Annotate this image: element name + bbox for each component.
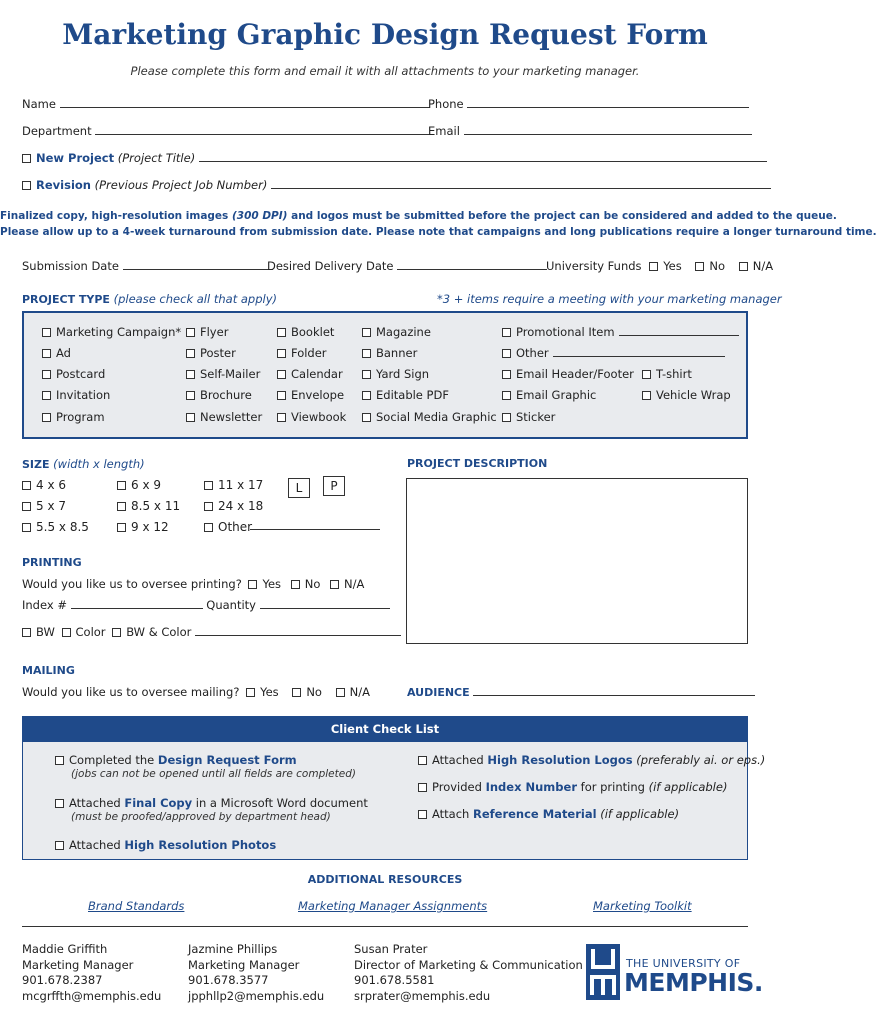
notice-line-2: Please allow up to a 4-week turnaround from submission date. Please note that campaigns and long publications require a longer turnaround time. <box>0 226 877 238</box>
checklist-item2-bold: Final Copy <box>124 796 193 810</box>
notice-dpi: (300 DPI) <box>231 210 288 222</box>
checklist-item-logos <box>418 753 765 767</box>
project-type-option <box>277 325 334 339</box>
name-row <box>22 97 430 111</box>
project-type-checkbox[interactable] <box>502 370 511 379</box>
revision-row <box>22 178 771 192</box>
color-label: Color <box>75 625 106 639</box>
project-type-option-label: Viewbook <box>291 410 347 424</box>
contact-name: Jazmine Phillips <box>188 942 278 956</box>
project-type-option <box>186 325 228 339</box>
project-type-checkbox[interactable] <box>186 370 195 379</box>
checklist-item-index <box>418 780 727 794</box>
submission-date-label: Submission Date <box>22 259 119 273</box>
funds-no-checkbox[interactable] <box>695 262 704 271</box>
checklist-item6-note: (if applicable) <box>596 807 680 821</box>
size-option <box>204 520 252 534</box>
brand-standards-link[interactable]: Brand Standards <box>88 899 185 913</box>
mailing-no-checkbox[interactable] <box>292 688 301 697</box>
size-option <box>204 499 263 513</box>
checklist-item4-note: (preferably ai. or eps.) <box>632 753 766 767</box>
size-option-label: 5 x 7 <box>36 499 66 513</box>
contact-phone: 901.678.2387 <box>22 973 103 987</box>
project-type-checkbox[interactable] <box>362 328 371 337</box>
delivery-date-label: Desired Delivery Date <box>267 259 394 273</box>
printing-yes-checkbox[interactable] <box>248 580 257 589</box>
project-type-checkbox[interactable] <box>362 413 371 422</box>
size-checkbox[interactable] <box>22 502 31 511</box>
project-type-option <box>42 388 110 402</box>
contact-card <box>188 942 324 1004</box>
contact-name: Susan Prater <box>354 942 428 956</box>
project-type-option <box>42 410 105 424</box>
project-type-option <box>186 367 260 381</box>
contact-role: Marketing Manager <box>22 957 134 972</box>
project-type-checkbox[interactable] <box>642 391 651 400</box>
mailing-label: MAILING <box>22 664 75 677</box>
size-option-label: 11 x 17 <box>218 478 264 492</box>
manager-assignments-link[interactable]: Marketing Manager Assignments <box>298 899 488 913</box>
printing-no-label: No <box>304 577 321 591</box>
funds-na-checkbox[interactable] <box>739 262 748 271</box>
project-type-option <box>186 346 236 360</box>
audience-label: AUDIENCE <box>407 686 470 699</box>
new-project-field[interactable] <box>199 151 767 162</box>
color-row <box>22 625 401 639</box>
checklist-item3-bold: High Resolution Photos <box>124 838 277 852</box>
size-option-label: 8.5 x 11 <box>131 499 181 513</box>
contact-card <box>354 942 583 1004</box>
size-option <box>117 499 180 513</box>
project-type-checkbox[interactable] <box>42 370 51 379</box>
contact-role: Marketing Manager <box>188 957 300 972</box>
notice-line-1 <box>0 210 837 222</box>
bw-color-checkbox[interactable] <box>112 628 121 637</box>
delivery-date-field[interactable] <box>397 259 547 270</box>
project-type-option <box>277 410 346 424</box>
project-type-option <box>362 410 497 424</box>
project-type-option-label: Email Header/Footer <box>516 367 634 381</box>
size-checkbox[interactable] <box>204 523 213 532</box>
index-field[interactable] <box>71 598 203 609</box>
project-type-checkbox[interactable] <box>642 370 651 379</box>
project-type-option <box>362 367 429 381</box>
quantity-label: Quantity <box>206 598 256 612</box>
project-type-hint: (please check all that apply) <box>113 292 277 306</box>
size-option <box>22 478 66 492</box>
project-type-checkbox[interactable] <box>277 413 286 422</box>
logo-line-2: MEMPHIS. <box>624 968 763 997</box>
size-label: SIZE <box>22 458 50 471</box>
contact-phone: 901.678.3577 <box>188 973 269 987</box>
checklist-item2-suffix: in a Microsoft Word document <box>192 796 368 810</box>
project-type-option-label: Newsletter <box>200 410 263 424</box>
phone-field[interactable] <box>467 97 749 108</box>
project-type-checkbox[interactable] <box>502 413 511 422</box>
printing-yes-label: Yes <box>262 577 282 591</box>
project-type-option-label: Booklet <box>291 325 335 339</box>
checklist-item-reference <box>418 807 679 821</box>
marketing-toolkit-link[interactable]: Marketing Toolkit <box>593 899 692 913</box>
project-type-option-label: Yard Sign <box>376 367 430 381</box>
project-type-option <box>502 388 596 402</box>
project-type-checkbox[interactable] <box>277 328 286 337</box>
project-type-checkbox[interactable] <box>362 370 371 379</box>
size-hint: (width x length) <box>53 457 145 471</box>
revision-checkbox[interactable] <box>22 181 31 190</box>
project-type-option-label: Editable PDF <box>376 388 449 402</box>
project-type-option-label: Email Graphic <box>516 388 597 402</box>
bw-color-label: BW & Color <box>126 625 192 639</box>
project-type-option-label: Sticker <box>516 410 556 424</box>
checklist-title: Client Check List <box>22 716 748 742</box>
contact-role: Director of Marketing & Communication <box>354 957 583 972</box>
checklist-item2-note: (must be proofed/approved by department head) <box>71 811 331 823</box>
project-type-option-label: Program <box>56 410 105 424</box>
project-type-option-label: Invitation <box>56 388 111 402</box>
email-field[interactable] <box>464 124 752 135</box>
checklist-item1-text: Completed the <box>69 753 158 767</box>
notice-text-a: Finalized copy, high-resolution images <box>0 210 232 222</box>
project-type-checkbox[interactable] <box>42 413 51 422</box>
submission-date-row <box>22 259 273 273</box>
funds-na-label: N/A <box>752 259 774 273</box>
checklist-item4-text: Attached <box>432 753 488 767</box>
project-type-option <box>642 388 731 402</box>
project-type-option-label: Brochure <box>200 388 252 402</box>
size-checkbox[interactable] <box>117 502 126 511</box>
contact-phone: 901.678.5581 <box>354 973 435 987</box>
checklist-item4-bold: High Resolution Logos <box>487 753 633 767</box>
checklist-item5-bold: Index Number <box>485 780 577 794</box>
project-type-option-label: Poster <box>200 346 236 360</box>
checklist-item6-bold: Reference Material <box>473 807 597 821</box>
contact-email[interactable]: srprater@memphis.edu <box>354 988 491 1003</box>
project-type-checkbox[interactable] <box>42 391 51 400</box>
project-type-option <box>502 325 739 339</box>
new-project-row <box>22 151 767 165</box>
revision-label: Revision <box>36 178 91 192</box>
checklist-item5-note: (if applicable) <box>648 780 728 794</box>
mailing-question-row <box>22 685 370 699</box>
project-type-option <box>277 367 343 381</box>
email-label: Email <box>428 124 460 138</box>
other-type-field[interactable] <box>553 346 725 357</box>
size-checkbox[interactable] <box>22 523 31 532</box>
university-funds-label: University Funds <box>546 259 642 273</box>
mailing-yes-checkbox[interactable] <box>246 688 255 697</box>
project-type-option <box>502 346 725 360</box>
bw-checkbox[interactable] <box>22 628 31 637</box>
funds-yes-checkbox[interactable] <box>649 262 658 271</box>
project-type-label: PROJECT TYPE <box>22 293 110 306</box>
project-type-option <box>502 367 634 381</box>
project-type-option <box>502 410 555 424</box>
delivery-date-row <box>267 259 547 273</box>
checklist-item5-text: Provided <box>432 780 486 794</box>
size-heading <box>22 457 145 471</box>
project-type-option <box>277 388 344 402</box>
footer-divider <box>22 926 748 927</box>
mailing-na-label: N/A <box>349 685 370 699</box>
notice-text-c: and logos must be submitted before the project can be considered and added to the queue. <box>287 210 837 222</box>
printing-no-checkbox[interactable] <box>291 580 300 589</box>
university-funds-row <box>546 259 773 273</box>
project-type-option-label: Postcard <box>56 367 106 381</box>
project-type-option-label: Calendar <box>291 367 343 381</box>
revision-field[interactable] <box>271 178 771 189</box>
funds-yes-label: Yes <box>663 259 682 273</box>
size-option-label: 9 x 12 <box>131 520 169 534</box>
orientation-portrait-box[interactable]: P <box>323 476 345 496</box>
project-type-checkbox[interactable] <box>502 349 511 358</box>
resources-title: ADDITIONAL RESOURCES <box>307 873 463 886</box>
project-type-checkbox[interactable] <box>277 370 286 379</box>
project-type-option <box>362 325 431 339</box>
size-option <box>22 520 89 534</box>
checklist-logos-checkbox[interactable] <box>418 756 427 765</box>
size-other-line <box>250 519 380 533</box>
printing-na-label: N/A <box>344 577 365 591</box>
logo-line-1: THE UNIVERSITY OF <box>626 957 741 970</box>
project-description-label: PROJECT DESCRIPTION <box>407 457 548 470</box>
mailing-yes-label: Yes <box>260 685 279 699</box>
color-checkbox[interactable] <box>62 628 71 637</box>
project-type-heading <box>22 292 277 306</box>
project-type-option-label: Marketing Campaign* <box>56 325 182 339</box>
promotional-item-field[interactable] <box>619 325 739 336</box>
checklist-item5-mid: for printing <box>577 780 649 794</box>
project-type-option <box>186 388 252 402</box>
page-title: Marketing Graphic Design Request Form <box>62 18 708 51</box>
project-type-option-label: Promotional Item <box>516 325 615 339</box>
bw-label: BW <box>36 625 55 639</box>
size-checkbox[interactable] <box>22 481 31 490</box>
size-option <box>204 478 263 492</box>
orientation-landscape-box[interactable]: L <box>288 478 310 498</box>
new-project-checkbox[interactable] <box>22 154 31 163</box>
department-label: Department <box>22 124 92 138</box>
project-type-checkbox[interactable] <box>42 328 51 337</box>
project-type-checkbox[interactable] <box>502 391 511 400</box>
size-checkbox[interactable] <box>204 481 213 490</box>
project-type-option <box>42 325 181 339</box>
checklist-item2-text: Attached <box>69 796 125 810</box>
contact-name: Maddie Griffith <box>22 942 108 956</box>
project-type-option <box>362 388 449 402</box>
checklist-item1-bold: Design Request Form <box>157 753 297 767</box>
project-type-option <box>362 346 417 360</box>
size-option-label: 6 x 9 <box>131 478 161 492</box>
project-type-option-label: Banner <box>376 346 418 360</box>
printing-label: PRINTING <box>22 556 82 569</box>
um-logo-icon <box>586 944 620 1000</box>
department-field[interactable] <box>95 124 434 135</box>
project-type-option <box>186 410 262 424</box>
size-checkbox[interactable] <box>117 481 126 490</box>
new-project-hint: (Project Title) <box>117 151 196 165</box>
project-type-option <box>642 367 692 381</box>
phone-row <box>428 97 749 111</box>
project-type-option-label: T-shirt <box>656 367 692 381</box>
project-type-checkbox[interactable] <box>277 391 286 400</box>
checklist-item-design-form <box>55 753 297 767</box>
project-type-option-label: Flyer <box>200 325 229 339</box>
project-type-option-label: Vehicle Wrap <box>656 388 731 402</box>
project-type-option <box>277 346 327 360</box>
project-type-option-label: Other <box>516 346 549 360</box>
size-option-label: 5.5 x 8.5 <box>36 520 89 534</box>
project-type-checkbox[interactable] <box>502 328 511 337</box>
project-type-checkbox[interactable] <box>186 413 195 422</box>
project-type-option-label: Ad <box>56 346 71 360</box>
project-type-checkbox[interactable] <box>186 349 195 358</box>
size-option <box>117 478 161 492</box>
project-type-option-label: Folder <box>291 346 327 360</box>
mailing-question: Would you like us to oversee mailing? <box>22 685 240 699</box>
project-type-checkbox[interactable] <box>186 328 195 337</box>
contact-card <box>22 942 161 1004</box>
project-type-option-label: Envelope <box>291 388 345 402</box>
page-subtitle: Please complete this form and email it with all attachments to your marketing manager. <box>130 64 640 78</box>
project-type-option <box>42 367 105 381</box>
funds-no-label: No <box>709 259 726 273</box>
audience-field[interactable] <box>473 685 755 696</box>
department-row <box>22 124 434 138</box>
project-type-option-label: Magazine <box>376 325 431 339</box>
project-type-checkbox[interactable] <box>186 391 195 400</box>
audience-row <box>407 685 755 699</box>
name-field[interactable] <box>60 97 430 108</box>
printing-question-row <box>22 577 364 591</box>
checklist-index-checkbox[interactable] <box>418 783 427 792</box>
checklist-item1-note: (jobs can not be opened until all fields are completed) <box>71 768 356 780</box>
new-project-label: New Project <box>36 151 115 165</box>
contact-email[interactable]: mcgrffth@memphis.edu <box>22 988 162 1003</box>
phone-label: Phone <box>428 97 464 111</box>
revision-hint: (Previous Project Job Number) <box>94 178 268 192</box>
checklist-reference-checkbox[interactable] <box>418 810 427 819</box>
checklist-item6-text: Attach <box>432 807 473 821</box>
size-other-field[interactable] <box>250 519 380 530</box>
checklist-design-form-checkbox[interactable] <box>55 756 64 765</box>
size-option <box>22 499 66 513</box>
quantity-field[interactable] <box>260 598 390 609</box>
email-row <box>428 124 752 138</box>
checklist-item-photos <box>55 838 276 852</box>
contact-email[interactable]: jpphllp2@memphis.edu <box>188 988 325 1003</box>
meeting-note: *3 + items require a meeting with your marketing manager <box>437 292 782 306</box>
size-checkbox[interactable] <box>117 523 126 532</box>
size-option-label: 4 x 6 <box>36 478 66 492</box>
size-option <box>117 520 169 534</box>
project-type-checkbox[interactable] <box>362 349 371 358</box>
checklist-item-final-copy <box>55 796 368 810</box>
index-label: Index # <box>22 598 67 612</box>
project-type-checkbox[interactable] <box>362 391 371 400</box>
project-type-checkbox[interactable] <box>277 349 286 358</box>
printing-na-checkbox[interactable] <box>330 580 339 589</box>
mailing-no-label: No <box>306 685 322 699</box>
submission-date-field[interactable] <box>123 259 273 270</box>
printing-question: Would you like us to oversee printing? <box>22 577 242 591</box>
size-option-label: 24 x 18 <box>218 499 264 513</box>
size-checkbox[interactable] <box>204 502 213 511</box>
color-notes-field[interactable] <box>195 625 401 636</box>
project-description-field[interactable] <box>406 478 748 644</box>
project-type-option-label: Self-Mailer <box>200 367 261 381</box>
index-row <box>22 598 390 612</box>
project-type-option <box>42 346 71 360</box>
mailing-na-checkbox[interactable] <box>336 688 345 697</box>
project-type-option-label: Social Media Graphic <box>376 410 497 424</box>
name-label: Name <box>22 97 56 111</box>
project-type-checkbox[interactable] <box>42 349 51 358</box>
checklist-final-copy-checkbox[interactable] <box>55 799 64 808</box>
checklist-photos-checkbox[interactable] <box>55 841 64 850</box>
size-option-label: Other <box>218 520 253 534</box>
checklist-item3-text: Attached <box>69 838 125 852</box>
